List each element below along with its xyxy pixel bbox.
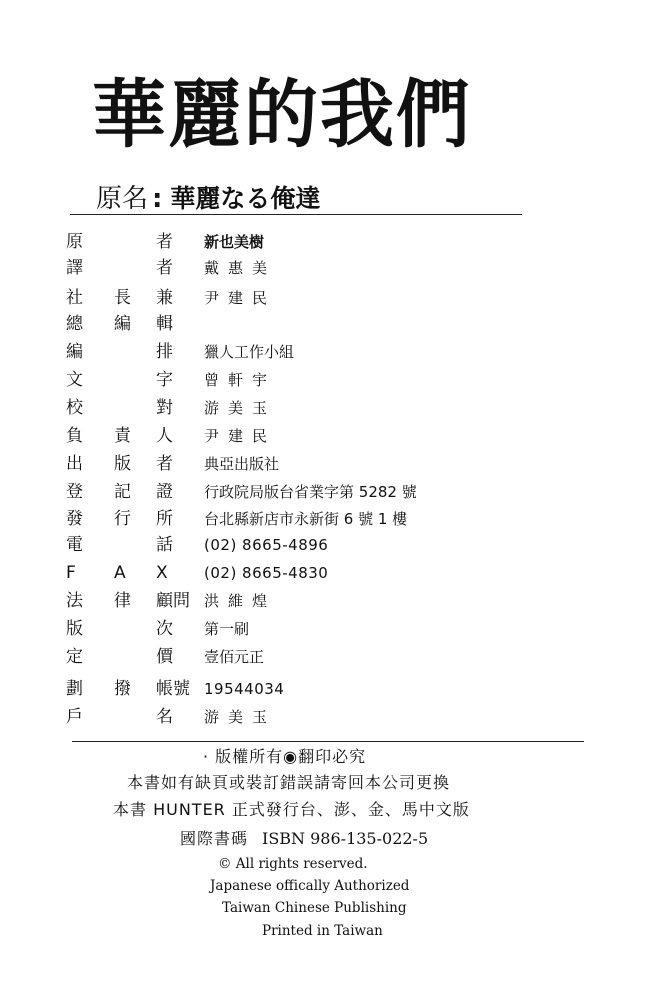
- top-divider: [70, 214, 522, 215]
- credit-label-char: 次: [156, 619, 173, 639]
- credit-label-char: 出: [66, 454, 83, 474]
- credit-row: [66, 589, 486, 613]
- credit-label-char: 排: [156, 342, 173, 362]
- credit-label-char: 文: [66, 370, 83, 390]
- original-title-label: 原名: [96, 184, 149, 214]
- credit-row: [66, 286, 486, 310]
- credit-value: 典亞出版社: [204, 455, 280, 473]
- credit-label-char: 者: [156, 232, 173, 252]
- credit-label-char: 者: [156, 258, 173, 278]
- credit-value: 游美玉: [204, 399, 277, 417]
- credit-value: 尹建民: [204, 289, 277, 307]
- credit-row: [66, 507, 486, 531]
- credit-label-char: 輯: [156, 314, 173, 334]
- credit-label-char: 版: [114, 454, 131, 474]
- credit-label-char: 編: [66, 342, 83, 362]
- credit-value: 第一刷: [204, 620, 250, 638]
- credit-value: 獵人工作小組: [204, 343, 295, 361]
- credit-label-char: 版: [66, 619, 83, 639]
- isbn-number: ISBN 986-135-022-5: [262, 829, 429, 848]
- credit-label-char: 長: [114, 288, 131, 308]
- credit-value: (02) 8665-4830: [204, 564, 329, 582]
- credit-label-char: 者: [156, 454, 173, 474]
- credit-label-char: 負: [66, 426, 83, 446]
- credit-value: (02) 8665-4896: [204, 536, 329, 554]
- authorized-notice: 本書 HUNTER 正式發行台、澎、金、馬中文版: [113, 800, 470, 819]
- isbn-label: 國際書碼: [180, 829, 249, 848]
- rights-notice: · 版權所有◉翻印必究: [203, 747, 367, 766]
- credit-row: [66, 677, 486, 701]
- authorized-english: Japanese offically Authorized: [210, 878, 410, 894]
- credit-label-char: 總: [66, 314, 83, 334]
- defect-notice: 本書如有缺頁或裝訂錯誤請寄回本公司更換: [127, 773, 451, 792]
- credit-label-char: 編: [114, 314, 131, 334]
- book-title: 華麗的我們: [92, 72, 472, 158]
- credit-value: 行政院局版台省業字第 5282 號: [204, 483, 417, 501]
- credit-label-char: 人: [156, 426, 173, 446]
- credit-label-char: 社: [66, 288, 83, 308]
- credit-label-char: 戶: [66, 707, 83, 727]
- credit-label-char: 劃: [66, 679, 83, 699]
- credit-label-char: 名: [156, 707, 173, 727]
- credit-value: 曾軒宇: [204, 371, 277, 389]
- publishing-english: Taiwan Chinese Publishing: [222, 900, 407, 916]
- credit-label-char: 顧問: [156, 591, 190, 611]
- credit-label-char: 兼: [156, 288, 173, 308]
- credit-label-char: 原: [66, 232, 83, 252]
- credit-label-char: 字: [156, 370, 173, 390]
- credit-label-char: 對: [156, 398, 173, 418]
- credit-label-char: 譯: [66, 258, 83, 278]
- credit-label-char: 定: [66, 647, 83, 667]
- original-title-value: 華麗なる俺達: [170, 184, 321, 213]
- credit-value: 游美玉: [204, 708, 277, 726]
- credit-label-char: 律: [114, 591, 131, 611]
- credit-value: 尹建民: [204, 427, 277, 445]
- credit-label-char: 撥: [114, 679, 131, 699]
- credit-label-char: X: [156, 563, 168, 583]
- credit-row: [66, 617, 486, 641]
- bottom-divider: [72, 741, 584, 742]
- credit-row: [66, 533, 486, 557]
- credit-row: [66, 256, 486, 280]
- original-title-colon: :: [152, 184, 163, 214]
- credit-label-char: 責: [114, 426, 131, 446]
- credit-label-char: 電: [66, 535, 83, 555]
- credit-label-char: 登: [66, 482, 83, 502]
- credit-label-char: F: [66, 563, 76, 583]
- credit-label-char: 所: [156, 509, 173, 529]
- credit-value: 壹佰元正: [204, 648, 265, 666]
- credit-row: [66, 230, 486, 254]
- credit-row: [66, 705, 486, 729]
- credit-row: [66, 424, 486, 448]
- credit-value: 台北縣新店市永新街 6 號 1 樓: [204, 510, 408, 528]
- credit-label-char: 話: [156, 535, 173, 555]
- credit-row: [66, 452, 486, 476]
- credit-label-char: 證: [156, 482, 173, 502]
- original-title-line: [96, 186, 320, 212]
- credit-value: 洪維煌: [204, 592, 277, 610]
- credit-row: [66, 645, 486, 669]
- credit-row: [66, 561, 486, 585]
- credit-label-char: 記: [114, 482, 131, 502]
- credit-label-char: 帳號: [156, 679, 190, 699]
- credit-label-char: 行: [114, 509, 131, 529]
- copyright-line: © All rights reserved.: [218, 856, 368, 872]
- credit-label-char: 價: [156, 647, 173, 667]
- credit-row: [66, 480, 486, 504]
- credit-value: 戴惠美: [204, 259, 277, 277]
- credit-value: 新也美樹: [204, 233, 265, 251]
- printed-in-line: Printed in Taiwan: [262, 923, 383, 939]
- credit-row: [66, 312, 486, 336]
- credit-row: [66, 396, 486, 420]
- credit-label-char: 校: [66, 398, 83, 418]
- credit-row: [66, 340, 486, 364]
- credit-label-char: A: [114, 563, 126, 583]
- credit-value: 19544034: [204, 680, 285, 698]
- credit-row: [66, 368, 486, 392]
- credit-label-char: 發: [66, 509, 83, 529]
- credit-label-char: 法: [66, 591, 83, 611]
